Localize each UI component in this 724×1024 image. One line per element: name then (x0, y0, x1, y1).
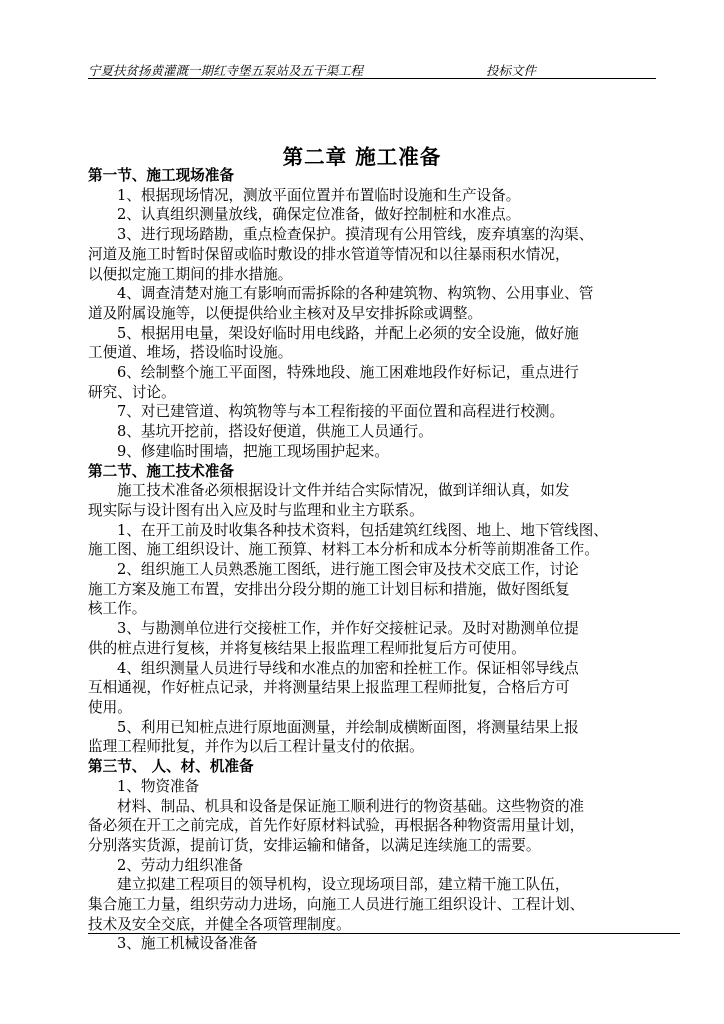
paragraph-line: 3、进行现场踏勘，重点检查保护。摸清现有公用管线，废弃填塞的沟渠、 (117, 226, 594, 244)
paragraph-line: 核工作。 (88, 600, 147, 618)
paragraph-line: 工便道、堆场，搭设临时设施。 (88, 344, 293, 362)
paragraph-line: 道及附属设施等，以便提供给业主核对及早安排拆除或调整。 (88, 304, 483, 322)
paragraph-line: 分别落实货源，提前订货，安排运输和储备，以满足连续施工的需要。 (88, 836, 541, 854)
paragraph-line: 8、基坑开挖前，搭设好便道，供施工人员通行。 (117, 423, 433, 441)
footer-rule (88, 933, 680, 934)
paragraph-line: 2、组织施工人员熟悉施工图纸，进行施工图会审及技术交底工作，讨论 (117, 561, 579, 579)
paragraph-line: 4、调查清楚对施工有影响而需拆除的各种建筑物、构筑物、公用事业、管 (117, 285, 594, 303)
paragraph-line: 技术及安全交底，并健全各项管理制度。 (88, 915, 351, 933)
document-type: 投标文件 (486, 63, 537, 78)
paragraph-line: 施工技术准备必须根据设计文件并结合实际情况，做到详细认真，如发 (117, 482, 570, 500)
paragraph-line: 4、组织测量人员进行导线和水准点的加密和拴桩工作。保证相邻导线点 (117, 659, 579, 677)
project-name: 宁夏扶贫扬黄灌溉一期红寺堡五泵站及五干渠工程 (88, 63, 364, 78)
paragraph-line: 2、认真组织测量放线，确保定位准备，做好控制桩和水准点。 (117, 206, 521, 224)
paragraph-line: 互相通视，作好桩点记录，并将测量结果上报监理工程师批复，合格后方可 (88, 679, 570, 697)
chapter-title: 第二章 施工准备 (282, 145, 442, 169)
paragraph-line: 3、与勘测单位进行交接桩工作，并作好交接桩记录。及时对勘测单位提 (117, 620, 579, 638)
paragraph-line: 1、根据现场情况，测放平面位置并布置临时设施和生产设备。 (117, 186, 521, 204)
paragraph-line: 河道及施工时暂时保留或临时敷设的排水管道等情况和以往暴雨积水情况， (88, 245, 570, 263)
paragraph-line: 1、物资准备 (117, 777, 200, 795)
paragraph-line: 材料、制品、机具和设备是保证施工顺利进行的物资基础。这些物资的准 (117, 797, 585, 815)
paragraph-line: 2、劳动力组织准备 (117, 856, 244, 874)
paragraph-line: 6、绘制整个施工平面图，特殊地段、施工困难地段作好标记，重点进行 (117, 364, 579, 382)
paragraph-line: 3、施工机械设备准备 (117, 935, 258, 953)
paragraph-line: 施工方案及施工布置，安排出分段分期的施工计划目标和措施，做好图纸复 (88, 580, 570, 598)
document-body (88, 166, 660, 954)
section-heading: 第一节、施工现场准备 (88, 167, 234, 184)
page-header (88, 58, 656, 79)
paragraph-line: 5、利用已知桩点进行原地面测量，并绘制成横断面图，将测量结果上报 (117, 718, 579, 736)
paragraph-line: 5、根据用电量，架设好临时用电线路，并配上必须的安全设施，做好施 (117, 324, 579, 342)
paragraph-line: 现实际与设计图有出入应及时与监理和业主方联系。 (88, 501, 424, 519)
paragraph-line: 使用。 (88, 698, 132, 716)
section-heading: 第三节、 人、材、机准备 (88, 758, 254, 776)
section-heading: 第二节、施工技术准备 (88, 462, 234, 480)
paragraph-line: 1、在开工前及时收集各种技术资料，包括建筑红线图、地上、地下管线图、 (117, 521, 608, 539)
paragraph-line: 7、对已建管道、构筑物等与本工程衔接的平面位置和高程进行校测。 (117, 403, 565, 421)
paragraph-line: 9、修建临时围墙，把施工现场围护起来。 (117, 442, 389, 460)
paragraph-line: 研究、讨论。 (88, 383, 176, 401)
paragraph-line: 建立拟建工程项目的领导机构，设立现场项目部，建立精干施工队伍， (117, 876, 570, 894)
paragraph-line: 集合施工力量，组织劳动力进场，向施工人员进行施工组织设计、工程计划、 (88, 896, 585, 914)
paragraph-line: 施工图、施工组织设计、施工预算、材料工本分析和成本分析等前期准备工作。 (88, 541, 599, 559)
paragraph-line: 监理工程师批复，并作为以后工程计量支付的依据。 (88, 738, 424, 756)
paragraph-line: 供的桩点进行复核，并将复核结果上报监理工程师批复后方可使用。 (88, 639, 526, 657)
paragraph-line: 备必须在开工之前完成，首先作好原材料试验，再根据各种物资需用量计划， (88, 817, 585, 835)
paragraph-line: 以便拟定施工期间的排水措施。 (88, 265, 293, 283)
